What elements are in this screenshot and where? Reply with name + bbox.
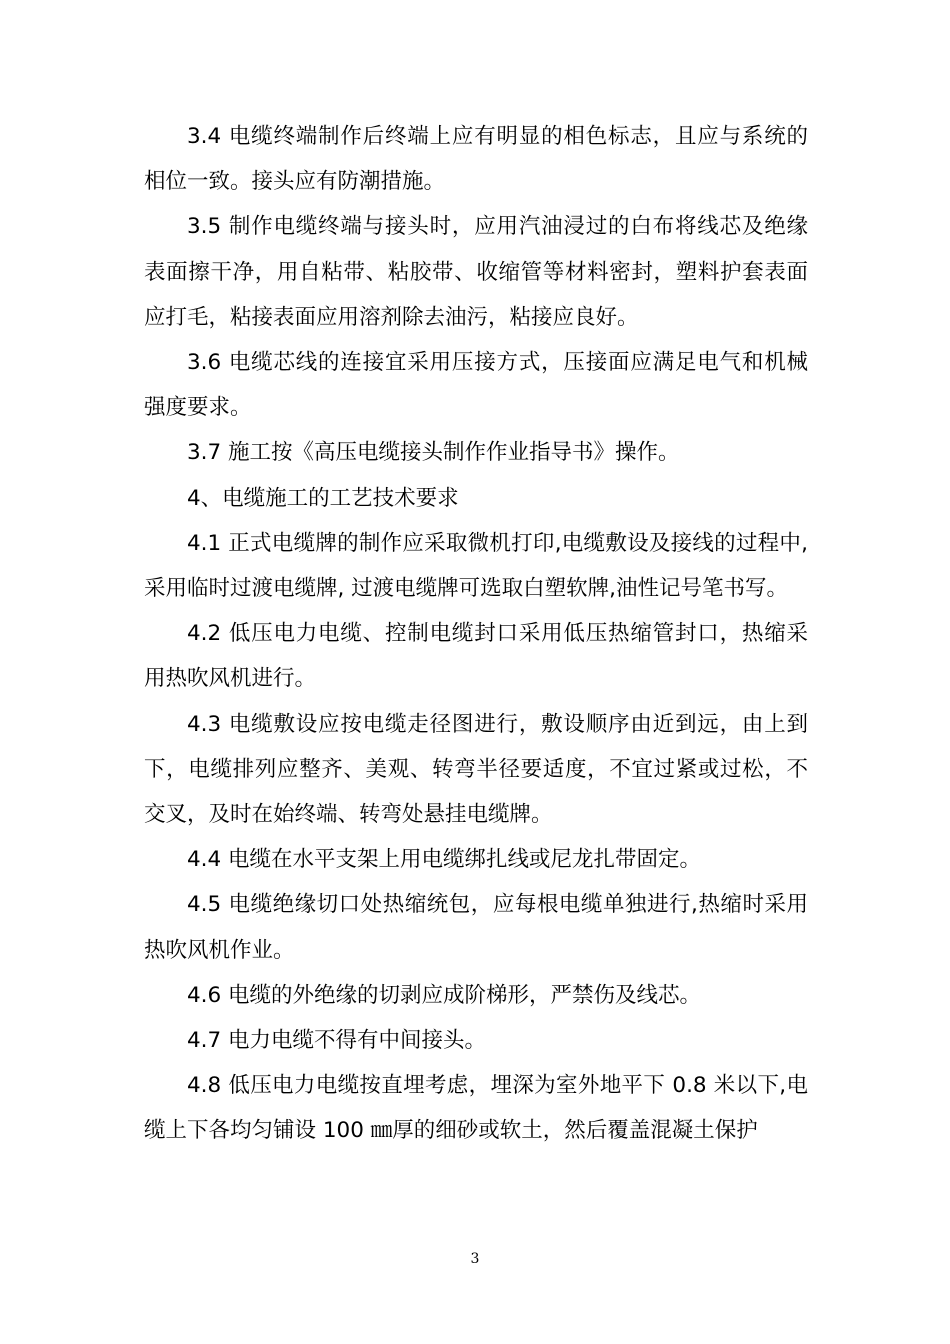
page-number: 3 xyxy=(470,1251,480,1267)
paragraph-4-2: 4.2 低压电力电缆、控制电缆封口采用低压热缩管封口，热缩采用热吹风机进行。 xyxy=(144,621,808,692)
paragraph-4-1: 4.1 正式电缆牌的制作应采取微机打印,电缆敷设及接线的过程中,采用临时过渡电缆牌, 过渡电缆牌可选取白塑软牌,油性记号笔书写。 xyxy=(144,530,808,602)
section-heading-4: 4、电缆施工的工艺技术要求 xyxy=(187,485,459,511)
paragraph-3-5: 3.5 制作电缆终端与接头时，应用汽油浸过的白布将线芯及绝缘表面擦干净，用自粘带、粘胶带、收缩管等材料密封，塑料护套表面应打毛，粘接表面应用溶剂除去油污，粘接应良好。 xyxy=(144,214,808,330)
paragraph-3-6: 3.6 电缆芯线的连接宜采用压接方式，压接面应满足电气和机械强度要求。 xyxy=(144,350,808,421)
paragraph-3-7: 3.7 施工按《高压电缆接头制作作业指导书》操作。 xyxy=(187,440,680,466)
paragraph-4-5: 4.5 电缆绝缘切口处热缩统包，应每根电缆单独进行,热缩时采用热吹风机作业。 xyxy=(144,892,808,963)
paragraph-4-7: 4.7 电力电缆不得有中间接头。 xyxy=(187,1028,487,1054)
paragraph-4-6: 4.6 电缆的外绝缘的切剥应成阶梯形，严禁伤及线芯。 xyxy=(187,982,702,1008)
document-body xyxy=(144,114,808,1154)
paragraph-3-4: 3.4 电缆终端制作后终端上应有明显的相色标志，且应与系统的相位一致。接头应有防潮措施。 xyxy=(144,124,808,195)
paragraph-4-8: 4.8 低压电力电缆按直埋考虑，埋深为室外地平下 0.8 米以下,电缆上下各均匀铺设 100 ㎜厚的细砂或软土，然后覆盖混凝土保护 xyxy=(144,1073,808,1144)
paragraph-4-3: 4.3 电缆敷设应按电缆走径图进行，敷设顺序由近到远，由上到下，电缆排列应整齐、美观、转弯半径要适度，不宜过紧或过松，不交叉，及时在始终端、转弯处悬挂电缆牌。 xyxy=(144,711,808,828)
paragraph-4-4: 4.4 电缆在水平支架上用电缆绑扎线或尼龙扎带固定。 xyxy=(187,847,702,873)
